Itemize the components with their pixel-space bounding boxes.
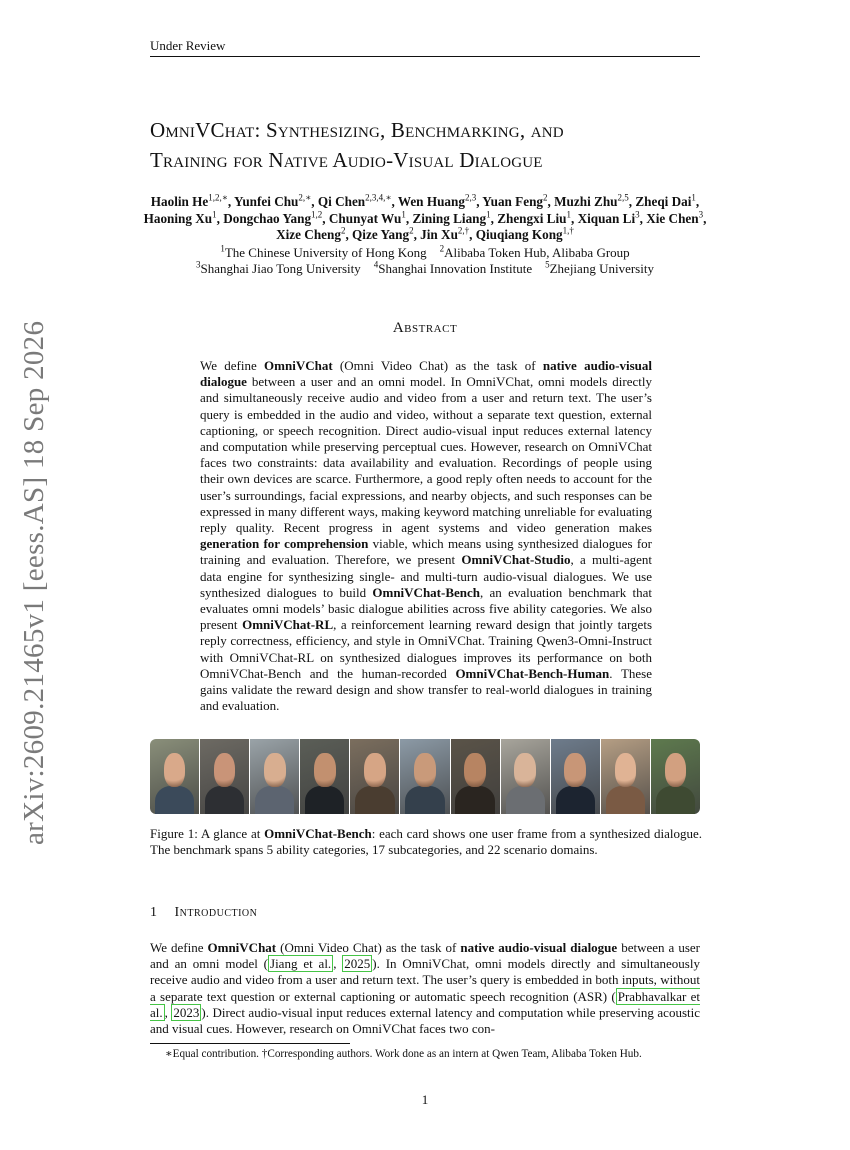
benchmark-card-image — [250, 739, 300, 814]
benchmark-card-image — [200, 739, 250, 814]
paper-title — [150, 115, 710, 175]
benchmark-card-image — [150, 739, 200, 814]
abstract-bold-term: OmniVChat — [264, 358, 333, 373]
abstract-bold-term: generation for comprehension — [200, 536, 369, 552]
abstract-text: , a reinforcement learning reward design that jointly targets reply correctness, efficiency, and style in OmniVChat. Training Qwen3-Omni-Instruct with OmniVChat-RL on synthesized dialogues improves its performance on both OmniVChat-Bench and the human-recorded — [200, 617, 652, 681]
intro-bold-term: native audio-visual dialogue — [460, 940, 618, 955]
abstract-text: , a multi-agent data engine for synthesizing single- and multi-turn audio-visual dialogues. We use synthesized dialogues to build — [200, 552, 652, 600]
author-name: Yunfei Chu$^{2,∗}$, — [234, 192, 318, 209]
abstract-bold-term: OmniVChat-Bench-Human — [455, 665, 610, 681]
benchmark-card-image — [350, 739, 400, 814]
author-name: Xiquan Li$^3$, — [577, 209, 647, 226]
arxiv-identifier: arXiv:2609.21465v1 [eess.AS] 18 Sep 2026 — [18, 320, 50, 845]
abstract-text: , an evaluation benchmark that evaluates omni models’ basic dialogue abilities across five ability categories. We also present — [200, 584, 652, 633]
abstract-text: viable, which means using synthesized dialogues for training and evaluation. Therefore, we present — [200, 536, 652, 568]
author-name: Chunyat Wu$^1$, — [328, 209, 413, 226]
benchmark-card-image — [601, 739, 651, 814]
author-name: Dongchao Yang$^{1,2}$, — [223, 209, 329, 226]
intro-text: ). In OmniVChat, omni models directly and simultaneously receive audio and video from a user and return text. The user’s query is embedded in both inputs, without a separate text question or external captioning or automatic speech recognition (ASR) ( — [150, 956, 700, 1004]
affiliations — [130, 245, 720, 277]
author-name: Qiuqiang Kong$^{1,\dagger}$ — [475, 225, 574, 243]
title-line-1: OmniVChat: Synthesizing, Benchmarking, and — [150, 118, 564, 142]
author-name: Xize Cheng$^2$, — [276, 225, 353, 243]
author-name: Zheqi Dai$^1$, — [635, 192, 700, 209]
section-number: 1 — [150, 905, 157, 920]
title-line-2: Training for Native Audio-Visual Dialogue — [150, 148, 543, 172]
author-name: Jin $Xu^{2,\dagger}$, — [420, 225, 476, 243]
affiliation-line-2 — [130, 261, 720, 277]
footnote-rule — [150, 1043, 350, 1044]
intro-bold-term: OmniVChat — [207, 940, 277, 955]
caption-text: : each card shows one user frame from a synthesized dialogue. The benchmark spans 5 ability categories, 17 subcategories, and 22 scenario domains. — [150, 826, 703, 858]
intro-text: We define — [150, 940, 208, 955]
citation-link[interactable]: 2025 — [344, 956, 371, 972]
caption-text: Figure 1: A glance at — [150, 826, 265, 841]
intro-text: , — [333, 956, 343, 972]
author-name: Wen Huang$^{2,3}$, — [397, 192, 483, 209]
affiliation: $^2$Alibaba Token Hub, Alibaba Group — [439, 243, 630, 260]
abstract-bold-term: OmniVChat-Bench — [372, 584, 481, 600]
abstract-text: We define — [200, 358, 265, 373]
intro-text: between a user and an omni model ( — [150, 940, 700, 972]
header-rule — [150, 56, 700, 57]
author-name: Zhengxi Liu$^1$, — [497, 209, 575, 226]
abstract-text: between a user and an omni model. In OmniVChat, omni models directly and simultaneously receive audio and video from a user and return text. The user’s query is embedded in the audio and video, without a separate text question, external captioning, or speech recognition. Direct audio-visual input reduces external latency and computation while preserving perceptual cues. However, research on OmniVChat faces two constraints: data availability and evaluation. Recordings of people using their own devices are scarce. Furthermore, a good reply often needs to account for the user’s surroundings, facial expressions, and nearby objects, and such responses can be expressed in many different ways, making keyword matching unreliable for evaluating reply quality. Recent progress in agent systems and video generation makes — [200, 374, 652, 536]
abstract-text: . These gains validate the reward design and show transfer to real-world dialogues in training and evaluation. — [200, 665, 652, 714]
author-name: Xie Chen$^3$, — [646, 209, 707, 226]
author-name: Haoning Xu$^1$, — [143, 209, 224, 226]
abstract-bold-term: OmniVChat-RL — [242, 617, 334, 633]
author-name: Qi Chen$^{2,3,4,∗}$, — [317, 192, 398, 209]
intro-text: , — [164, 1004, 172, 1020]
running-header: Under Review — [150, 38, 226, 53]
abstract-bold-term: native audio-visual dialogue — [200, 358, 652, 390]
affiliation: $^3$Shanghai Jiao Tong University — [196, 259, 361, 276]
benchmark-card-image — [501, 739, 551, 814]
benchmark-card-image — [651, 739, 700, 814]
affiliation: $^5$Zhejiang University — [545, 259, 654, 276]
author-name: Muzhi Zhu$^{2,5}$, — [554, 192, 633, 209]
citation-link[interactable]: Prabhavalkar et al. — [150, 988, 700, 1020]
benchmark-card-image — [300, 739, 350, 814]
benchmark-card-image — [400, 739, 450, 814]
abstract-text: (Omni Video Chat) as the task of — [332, 358, 543, 373]
abstract-text — [200, 358, 652, 714]
abstract-bold-term: OmniVChat-Studio — [461, 552, 571, 568]
citation-link[interactable]: Jiang et al. — [270, 956, 332, 972]
page-number: 1 — [421, 1092, 429, 1107]
section-title: Introduction — [174, 905, 258, 920]
author-name: Zining Liang$^1$, — [412, 209, 498, 226]
citation-link[interactable]: 2023 — [173, 1004, 200, 1020]
author-name: Qize Yang$^2$, — [352, 225, 421, 243]
author-name: Haolin $He^{1,2,∗}$, — [150, 192, 235, 209]
intro-text: (Omni Video Chat) as the task of — [276, 940, 461, 955]
section-heading-introduction — [150, 905, 257, 921]
footnote: ∗Equal contribution. †Corresponding authors. Work done as an intern at Qwen Team, Alibaba Token Hub. — [165, 1048, 642, 1060]
author-name: Yuan Feng$^2$, — [482, 192, 555, 209]
intro-text: ). Direct audio-visual input reduces external latency and computation while preserving acoustic and visual cues. However, research on OmniVChat faces two con- — [150, 1004, 701, 1037]
benchmark-card-image — [451, 739, 501, 814]
affiliation: $^4$Shanghai Innovation Institute — [373, 259, 533, 276]
affiliation-line-1 — [130, 245, 720, 261]
figure-1-card-strip — [150, 739, 700, 814]
introduction-text — [150, 940, 700, 1037]
figure-1-caption — [150, 826, 702, 859]
benchmark-card-image — [551, 739, 601, 814]
abstract-heading: Abstract — [392, 320, 458, 336]
author-list — [130, 194, 720, 244]
affiliation: $^1$The Chinese University of Hong Kong — [220, 243, 427, 260]
caption-bold-term: OmniVChat-Bench — [264, 826, 372, 841]
